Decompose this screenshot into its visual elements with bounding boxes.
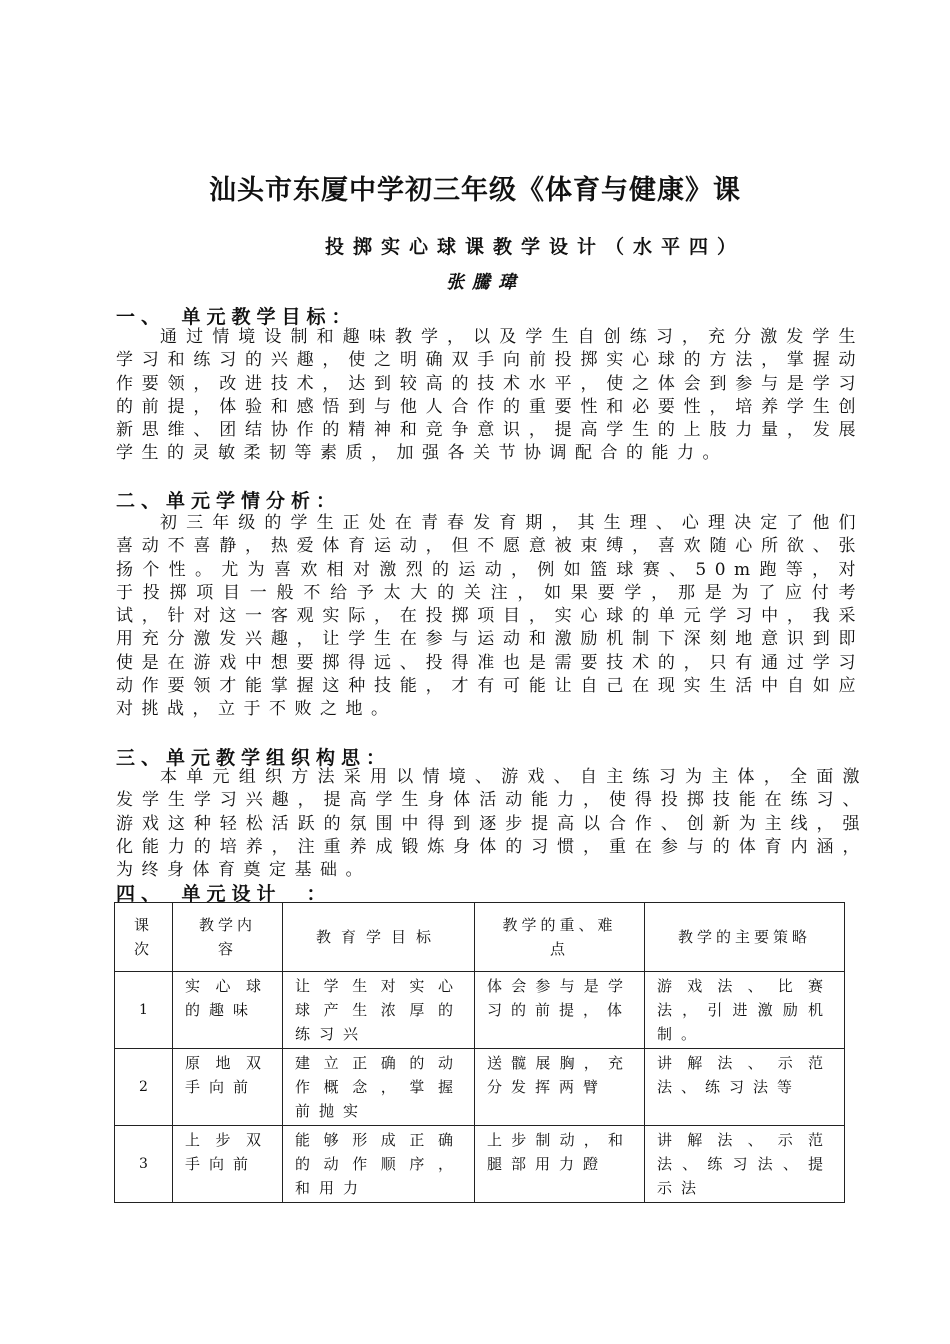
section-heading-2: 二、单元学情分析：: [116, 490, 342, 512]
table-cell: 游戏法、比赛法，引进激励机制。: [645, 972, 845, 1049]
table-cell: 送髋展胸，充分发挥两臂: [475, 1049, 645, 1126]
table-cell: 上步双手向前: [173, 1126, 283, 1203]
table-header-cell: 教学的主要策略: [645, 903, 845, 972]
table-cell: 2: [115, 1049, 173, 1126]
table-header-cell: 课次: [115, 903, 173, 972]
table-cell: 讲解法、示范法、练习法、提示法: [645, 1126, 845, 1203]
table-cell: 体会参与是学习的前提，体: [475, 972, 645, 1049]
table-cell: 讲解法、示范法、练习法等: [645, 1049, 845, 1126]
document-subtitle: 投掷实心球课教学设计（水平四）: [324, 236, 745, 258]
table-row: [115, 972, 845, 1049]
document-author: 张騰瑋: [446, 272, 524, 293]
table-header-row: [115, 903, 845, 972]
table-cell: 能够形成正确的动作顺序，和用力: [283, 1126, 475, 1203]
table-cell: 3: [115, 1126, 173, 1203]
section-paragraph-1: 通过情境设制和趣味教学，以及学生自创练习，充分激发学生学习和练习的兴趣，使之明确双手向前投掷实心球的方法，掌握动作要领，改进技术，达到较高的技术水平，使之体会到参与是学习的前提，体验和感悟到与他人合作的重要性和必要性，培养学生创新思维、团结协作的精神和竞争意识，提高学生的上肢力量，发展学生的灵敏柔韧等素质，加强各关节协调配合的能力。: [116, 327, 864, 464]
table-header-cell: 教学的重、难点: [475, 903, 645, 972]
table-cell: 上步制动，和腿部用力蹬: [475, 1126, 645, 1203]
table-cell: 建立正确的动作概念，掌握前抛实: [283, 1049, 475, 1126]
table-cell: 让学生对实心球产生浓厚的练习兴: [283, 972, 475, 1049]
section-heading-1: 一、 单元教学目标：: [116, 306, 357, 328]
table-cell: 原地双手向前: [173, 1049, 283, 1126]
table-cell: 实心球的趣味: [173, 972, 283, 1049]
section-heading-4: 四、 单元设计 ：: [116, 883, 332, 905]
table-header-cell: 教育学目标: [283, 903, 475, 972]
table-row: [115, 1126, 845, 1203]
section-paragraph-2: 初三年级的学生正处在青春发育期，其生理、心理决定了他们喜动不喜静，热爱体育运动，但不愿意被束缚，喜欢随心所欲、张扬个性。尤为喜欢相对激烈的运动，例如篮球赛、50m跑等，对于投掷项目一般不给予太大的关注，如果要学，那是为了应付考试，针对这一客观实际，在投掷项目，实心球的单元学习中，我采用充分激发兴趣，让学生在参与运动和激励机制下深刻地意识到即使是在游戏中想要掷得远、投得准也是需要技术的，只有通过学习动作要领才能掌握这种技能，才有可能让自己在现实生活中自如应对挑战，立于不败之地。: [116, 513, 864, 720]
table-row: [115, 1049, 845, 1126]
unit-design-table: [114, 902, 845, 1203]
section-paragraph-3: 本单元组织方法采用以情境、游戏、自主练习为主体，全面激发学生学习兴趣，提高学生身体活动能力，使得投掷技能在练习、游戏这种轻松活跃的氛围中得到逐步提高以合作、创新为主线，强化能力的培养，注重养成锻炼身体的习惯，重在参与的体育内涵，为终身体育奠定基础。: [116, 767, 868, 881]
table-cell: 1: [115, 972, 173, 1049]
section-heading-3: 三、单元教学组织构思：: [116, 747, 392, 769]
document-title: 汕头市东厦中学初三年级《体育与健康》课: [209, 175, 741, 206]
table-header-cell: 教学内容: [173, 903, 283, 972]
